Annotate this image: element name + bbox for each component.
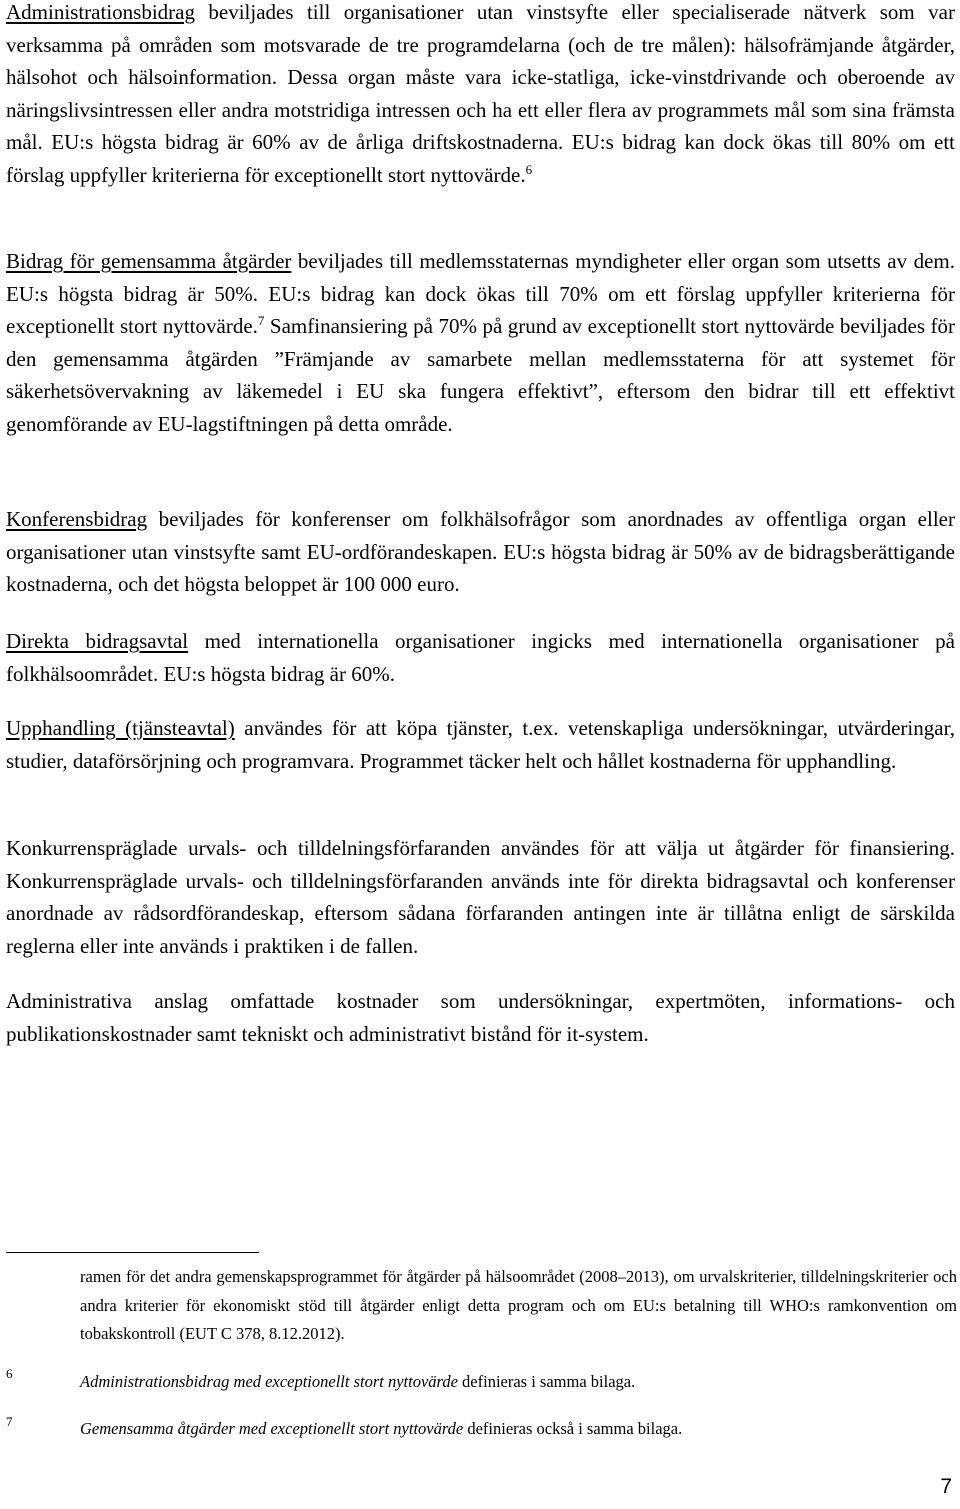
footnote-continuation: ramen för det andra gemenskapsprogrammet för åtgärder på hälsoområdet (2008–2013), om urvalskriterier, tilldelningskriterier och andra kriterier för ekonomiskt stöd till åtgärder enligt detta program och om EU:s betalning till WHO:s ramkonvention om tobakskontroll (EUT C 378, 8.12.2012). <box>80 1267 957 1343</box>
paragraph-administrativa-anslag: Administrativa anslag omfattade kostnader som undersökningar, expertmöten, informations- och publikationskostnader samt tekniskt och administrativt bistånd för it-system. <box>6 989 955 1046</box>
paragraph-gemensamma-atgarder <box>6 245 955 441</box>
paragraph-konkurrensforfaranden: Konkurrenspräglade urvals- och tilldelningsförfaranden användes för att välja ut åtgärder för finansiering. Konkurrenspräglade urvals- och tilldelningsförfaranden används inte för direkta bidragsavtal och konferenser anordnade av rådsordförandeskap, eftersom sådana förfaranden antingen inte är tillåtna enligt de särskilda reglerna eller inte används i praktiken i de fallen. <box>6 836 955 958</box>
term-gemensamma-atgarder: Bidrag för gemensamma åtgärder <box>6 249 292 273</box>
footnote-reference-6[interactable]: 6 <box>525 161 533 177</box>
paragraph-direkta-bidragsavtal <box>6 625 955 690</box>
footnote-7-text: definieras också i samma bilaga. <box>463 1419 683 1438</box>
paragraph-text: användes för att köpa tjänster, t.ex. vetenskapliga undersökningar, utvärderingar, studier, dataförsörjning och programvara. Programmet täcker helt och hållet kostnaderna för upphandling. <box>6 716 955 773</box>
footnote-7-term: Gemensamma åtgärder med exceptionellt stort nyttovärde <box>80 1419 464 1438</box>
footnote-7 <box>80 1415 957 1444</box>
term-upphandling: Upphandling (tjänsteavtal) <box>6 716 235 740</box>
term-konferensbidrag: Konferensbidrag <box>6 507 148 531</box>
paragraph-upphandling <box>6 712 955 777</box>
paragraph-text: beviljades till medlemsstaternas myndigheter eller organ som utsetts av dem. EU:s högsta bidrag är 50%. EU:s bidrag kan dock ökas till 70% om ett förslag uppfyller kriterierna för exceptionellt stort nyttovärde. <box>6 249 955 339</box>
footnote-separator <box>6 1252 259 1253</box>
paragraph-administrationsbidrag <box>6 0 955 192</box>
term-administrationsbidrag: Administrationsbidrag <box>6 0 195 24</box>
footnote-number-7: 7 <box>6 1414 13 1429</box>
footnote-reference-7[interactable]: 7 <box>257 313 265 329</box>
paragraph-text: Samfinansiering på 70% på grund av exceptionellt stort nyttovärde beviljades för den gemensamma åtgärden ”Främjande av samarbete mellan medlemsstaterna för att systemet för säkerhetsövervakning av läkemedel i EU ska fungera effektivt”, eftersom den bidrar till ett effektivt genomförande av EU-lagstiftningen på detta område. <box>6 314 956 436</box>
paragraph-text: beviljades till organisationer utan vinstsyfte eller specialiserade nätverk som var verksamma på områden som motsvarade de tre programdelarna (och de tre målen): hälsofrämjande åtgärder, hälsohot och hälsoinformation. Dessa organ måste vara icke-statliga, icke-vinstdrivande och oberoende av näringslivsintressen eller andra motstridiga intressen och ha ett eller flera av programmets mål som sina främsta mål. EU:s högsta bidrag är 60% av de årliga driftskostnaderna. EU:s bidrag kan dock ökas till 80% om ett förslag uppfyller kriterierna för exceptionellt stort nyttovärde. <box>6 0 955 187</box>
footnote-6-term: Administrationsbidrag med exceptionellt stort nyttovärde <box>80 1372 458 1391</box>
paragraph-konferensbidrag <box>6 503 955 601</box>
footnote-6 <box>80 1368 957 1397</box>
footnote-6-text: definieras i samma bilaga. <box>457 1372 636 1391</box>
paragraph-text: beviljades för konferenser om folkhälsofrågor som anordnades av offentliga organ eller organisationer utan vinstsyfte samt EU-ordförandeskapen. EU:s högsta bidrag är 50% av de bidragsberättigande kostnaderna, och det högsta beloppet är 100 000 euro. <box>6 507 955 597</box>
term-direkta-bidragsavtal: Direkta bidragsavtal <box>6 629 189 653</box>
footnote-number-6: 6 <box>6 1366 13 1381</box>
paragraph-text: med internationella organisationer ingicks med internationella organisationer på folkhälsoområdet. EU:s högsta bidrag är 60%. <box>6 629 955 686</box>
page-number: 7 <box>940 1475 952 1498</box>
